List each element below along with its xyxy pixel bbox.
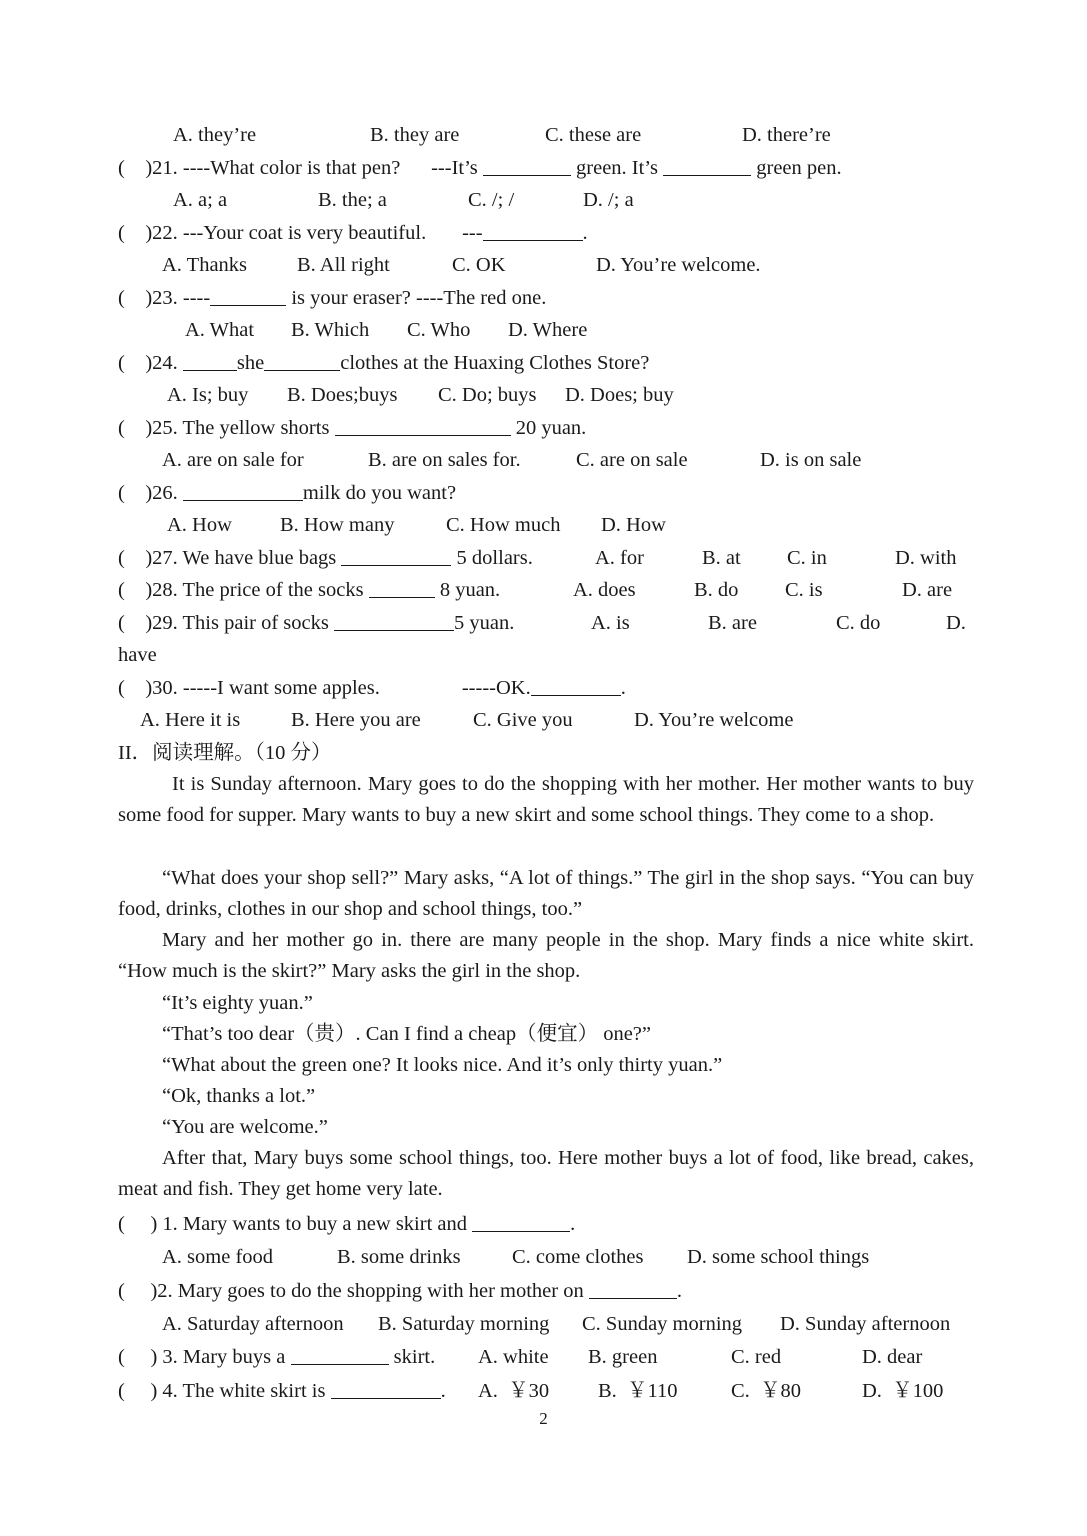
r3-option-b: B. green	[588, 1346, 658, 1368]
passage-paragraph: “What about the green one? It looks nice. And it’s only thirty yuan.”	[162, 1054, 723, 1076]
q20-option-d: D. there’re	[742, 124, 831, 146]
answer-blank[interactable]	[369, 577, 435, 598]
q23-option-a: A. What	[185, 319, 255, 341]
q20-option-c: C. these are	[545, 124, 642, 146]
q29-stem-b: 5 yuan.	[453, 612, 515, 634]
q22-option-b: B. All right	[297, 254, 390, 276]
q25-stem-a: ( )25. The yellow shorts	[118, 417, 335, 439]
r3-option-c: C. red	[731, 1346, 782, 1368]
passage-paragraph: “It’s eighty yuan.”	[162, 992, 313, 1014]
q27-option-a: A. for	[595, 547, 644, 569]
r4-option-a: A. ￥30	[478, 1380, 550, 1402]
q21-option-a: A. a; a	[173, 189, 228, 211]
answer-blank[interactable]	[341, 545, 451, 566]
passage-paragraph: “Ok, thanks a lot.”	[162, 1085, 316, 1107]
section2-title: II．阅读理解。（10 分）	[118, 742, 332, 764]
passage-paragraph: It is Sunday afternoon. Mary goes to do the shopping with her mother. Her mother wants to buy some food for supper. Mary wants to buy a new skirt and some school things. They come to a shop.	[118, 773, 974, 827]
q21-option-d: D. /; a	[583, 189, 634, 211]
q25-options	[0, 445, 1087, 475]
q30-option-d: D. You’re welcome	[634, 709, 794, 731]
q29-option-b: B. are	[708, 612, 757, 634]
passage-paragraph: Mary and her mother go in. there are many people in the shop. Mary finds a nice white skirt. “How much is the skirt?” Mary asks the girl in the shop.	[118, 929, 974, 983]
q24-stem-b: she	[236, 352, 265, 374]
q27-option-c: C. in	[787, 547, 827, 569]
q28-option-a: A. does	[573, 579, 636, 601]
r2-option-b: B. Saturday morning	[378, 1313, 550, 1335]
q28-option-b: B. do	[694, 579, 739, 601]
r1-option-d: D. some school things	[687, 1246, 870, 1268]
q30-stem-b: .	[620, 677, 626, 699]
q21-option-c: C. /; /	[468, 189, 515, 211]
q28-option-d: D. are	[902, 579, 953, 601]
q23-option-b: B. Which	[291, 319, 370, 341]
q24-stem-a: ( )24.	[118, 352, 183, 374]
answer-blank[interactable]	[183, 350, 237, 371]
r4-stem-a: ( ) 4. The white skirt is	[118, 1380, 331, 1402]
reading-q1-options	[0, 1242, 1087, 1272]
r3-stem-a: ( ) 3. Mary buys a	[118, 1346, 291, 1368]
q23-stem	[0, 283, 1087, 313]
passage-paragraph: “You are welcome.”	[162, 1116, 328, 1138]
q29-option-d-wrap: have	[118, 644, 157, 666]
q20-option-a: A. they’re	[173, 124, 257, 146]
answer-blank[interactable]	[334, 610, 454, 631]
q24-stem-c: clothes at the Huaxing Clothes Store?	[340, 352, 650, 374]
q22-options	[0, 250, 1087, 280]
q26-options	[0, 510, 1087, 540]
r1-option-b: B. some drinks	[337, 1246, 461, 1268]
q26-stem-b: milk do you want?	[302, 482, 457, 504]
q21-stem-b: green. It’s	[570, 157, 664, 179]
q26-stem	[0, 478, 1087, 508]
q26-option-d: D. How	[601, 514, 666, 536]
q28-line	[0, 575, 1087, 605]
q28-stem-a: ( )28. The price of the socks	[118, 579, 369, 601]
q24-option-c: C. Do; buys	[438, 384, 537, 406]
answer-blank[interactable]	[291, 1344, 389, 1365]
q25-option-c: C. are on sale	[576, 449, 688, 471]
answer-blank[interactable]	[183, 480, 303, 501]
q25-stem-b: 20 yuan.	[510, 417, 587, 439]
q30-option-c: C. Give you	[473, 709, 573, 731]
q26-option-b: B. How many	[280, 514, 395, 536]
q26-option-c: C. How much	[446, 514, 561, 536]
r2-option-c: C. Sunday morning	[582, 1313, 743, 1335]
passage-paragraph: After that, Mary buys some school things, too. Here mother buys a lot of food, like bread, cakes, meat and fish. They get home very late.	[118, 1147, 974, 1201]
q26-stem-a: ( )26.	[118, 482, 183, 504]
q27-option-b: B. at	[702, 547, 741, 569]
r1-option-c: C. come clothes	[512, 1246, 644, 1268]
q29-wrap-line	[0, 640, 1087, 670]
q20-option-b: B. they are	[370, 124, 460, 146]
answer-blank[interactable]	[264, 350, 340, 371]
q25-option-d: D. is on sale	[760, 449, 862, 471]
r4-option-d: D. ￥100	[862, 1380, 944, 1402]
reading-q2-options	[0, 1309, 1087, 1339]
page-number: 2	[539, 1409, 548, 1428]
q27-stem-a: ( )27. We have blue bags	[118, 547, 342, 569]
answer-blank[interactable]	[483, 220, 583, 241]
r2-option-d: D. Sunday afternoon	[780, 1313, 951, 1335]
q29-line	[0, 608, 1087, 638]
q28-stem-b: 8 yuan.	[434, 579, 501, 601]
q23-options	[0, 315, 1087, 345]
q30-stem	[0, 673, 1087, 703]
q29-option-c: C. do	[836, 612, 881, 634]
q23-stem-b: is your eraser? ----The red one.	[286, 287, 547, 309]
answer-blank[interactable]	[210, 285, 286, 306]
q30-option-b: B. Here you are	[291, 709, 421, 731]
q24-stem	[0, 348, 1087, 378]
q27-option-d: D. with	[895, 547, 957, 569]
q29-option-a: A. is	[591, 612, 630, 634]
r1-stem-b: .	[570, 1213, 576, 1235]
r3-option-d: D. dear	[862, 1346, 923, 1368]
r2-stem-a: ( )2. Mary goes to do the shopping with her mother on	[118, 1280, 589, 1302]
reading-q3-line	[0, 1342, 1087, 1372]
r4-stem-b: .	[440, 1380, 446, 1402]
q20-options	[0, 120, 1087, 150]
reading-q1-stem	[0, 1209, 1087, 1239]
q30-stem-a: ( )30. -----I want some apples. -----OK.	[118, 677, 531, 699]
q21-option-b: B. the; a	[318, 189, 387, 211]
reading-q2-stem	[0, 1276, 1087, 1306]
q21-stem	[0, 153, 1087, 183]
r2-option-a: A. Saturday afternoon	[162, 1313, 344, 1335]
q30-option-a: A. Here it is	[140, 709, 241, 731]
q29-option-d: D.	[946, 612, 966, 634]
q27-line	[0, 543, 1087, 573]
q21-stem-c: green pen.	[751, 157, 842, 179]
q24-option-d: D. Does; buy	[565, 384, 674, 406]
r3-stem-b: skirt.	[388, 1346, 436, 1368]
passage-paragraph: “That’s too dear（贵）. Can I find a cheap（便宜） one?”	[162, 1023, 651, 1045]
q22-stem-a: ( )22. ---Your coat is very beautiful. ---	[118, 222, 483, 244]
q24-option-b: B. Does;buys	[287, 384, 398, 406]
q24-option-a: A. Is; buy	[167, 384, 249, 406]
q26-option-a: A. How	[167, 514, 232, 536]
r4-option-c: C. ￥80	[731, 1380, 802, 1402]
q27-stem-b: 5 dollars.	[451, 547, 533, 569]
answer-blank[interactable]	[335, 415, 511, 436]
q22-stem-b: .	[582, 222, 588, 244]
r1-option-a: A. some food	[162, 1246, 274, 1268]
q22-option-c: C. OK	[452, 254, 506, 276]
q22-stem	[0, 218, 1087, 248]
q25-option-a: A. are on sale for	[162, 449, 304, 471]
answer-blank[interactable]	[589, 1278, 677, 1299]
answer-blank[interactable]	[531, 675, 621, 696]
r2-stem-b: .	[676, 1280, 682, 1302]
q29-stem-a: ( )29. This pair of socks	[118, 612, 334, 634]
q22-option-d: D. You’re welcome.	[596, 254, 761, 276]
answer-blank[interactable]	[331, 1378, 441, 1399]
q25-stem	[0, 413, 1087, 443]
q21-options	[0, 185, 1087, 215]
q24-options	[0, 380, 1087, 410]
q21-stem-a: ( )21. ----What color is that pen? ---It’s	[118, 157, 483, 179]
r4-option-b: B. ￥110	[598, 1380, 678, 1402]
q25-option-b: B. are on sales for.	[368, 449, 521, 471]
q23-option-d: D. Where	[508, 319, 588, 341]
q30-options	[0, 705, 1087, 735]
r3-option-a: A. white	[478, 1346, 549, 1368]
section-heading	[0, 738, 1087, 768]
q23-stem-a: ( )23. ----	[118, 287, 211, 309]
q22-option-a: A. Thanks	[162, 254, 248, 276]
q28-option-c: C. is	[785, 579, 823, 601]
answer-blank[interactable]	[483, 155, 571, 176]
passage-paragraph: “What does your shop sell?” Mary asks, “A lot of things.” The girl in the shop says. “You can buy food, drinks, clothes in our shop and school things, too.”	[118, 867, 974, 921]
reading-q4-line	[0, 1376, 1087, 1406]
answer-blank[interactable]	[472, 1211, 570, 1232]
answer-blank[interactable]	[663, 155, 751, 176]
r1-stem-a: ( ) 1. Mary wants to buy a new skirt and	[118, 1213, 473, 1235]
q23-option-c: C. Who	[407, 319, 471, 341]
